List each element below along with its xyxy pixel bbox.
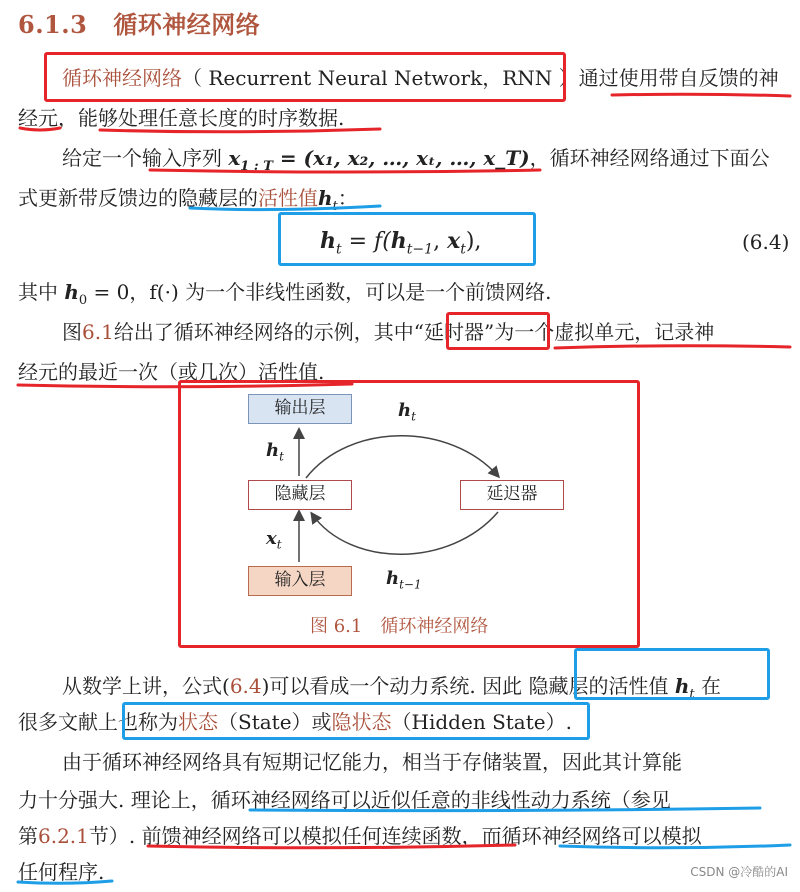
para2-colon: ： <box>337 186 358 210</box>
underline-input-seq <box>150 170 540 172</box>
section-ref-link[interactable]: 6.2.1 <box>38 824 89 848</box>
underline-any-program <box>18 881 112 883</box>
label-h-left-sym: h <box>266 440 280 461</box>
node-input-layer: 输入层 <box>248 566 352 596</box>
eq-lhs-sub: t <box>336 241 342 258</box>
underline-activation <box>190 206 380 210</box>
para2-text-a: 给定一个输入序列 <box>62 146 229 170</box>
label-h-top-sub: t <box>411 409 416 424</box>
label-h-bottom-sym: h <box>386 568 400 589</box>
underline-feedback <box>612 94 790 96</box>
node-delay: 延迟器 <box>460 480 564 510</box>
node-hidden-layer: 隐藏层 <box>248 480 352 510</box>
label-x-left-sym: x <box>266 528 277 549</box>
term-activation: 活性值 <box>258 186 318 210</box>
seq-subscript: 1 : T <box>240 159 273 174</box>
eq-comma: , <box>433 229 448 254</box>
underline-recent <box>18 384 352 387</box>
label-h-top-sym: h <box>398 400 412 421</box>
h-symbol: h <box>318 186 333 210</box>
para6-line4: 任何程序. <box>18 860 105 884</box>
para1-line2: 经元，能够处理任意长度的时序数据. <box>18 106 345 130</box>
eq-close: ), <box>465 229 482 254</box>
section-title: 循环神经网络 <box>113 10 261 39</box>
h-subscript: t <box>332 199 338 214</box>
para5-h-sym: h <box>674 674 690 698</box>
para5-h-sub: t <box>689 687 695 702</box>
para3-text-a: 其中 <box>18 280 65 304</box>
para4-text-a: 图 <box>62 320 82 344</box>
para6-line3-a: 第 <box>18 824 38 848</box>
para2-text-b: ，循环神经网络通过下面公 <box>529 146 770 170</box>
figure-ref-link[interactable]: 6.1 <box>82 320 114 344</box>
para5-paren1: （State）或 <box>218 710 332 734</box>
para5-line2-a: 很多文献上也称为 <box>18 710 178 734</box>
equation-number: (6.4) <box>742 230 790 254</box>
para1-line1-rest: 通过使用带自反馈的神 <box>578 66 779 90</box>
h0-subscript: 0 <box>78 293 88 308</box>
label-x-left-sub: t <box>276 537 282 552</box>
label-h-left-sub: t <box>279 449 284 464</box>
section-number: 6.1.3 <box>18 10 88 39</box>
para3-text-b: = 0，f(·) 为一个非线性函数，可以是一个前馈网络. <box>87 280 552 304</box>
underline-virtual-unit <box>555 346 790 348</box>
label-h-bottom-sub: t−1 <box>399 577 422 592</box>
para6-line2: 力十分强大. 理论上，循环神经网络可以近似任意的非线性动力系统（参见 <box>18 788 671 812</box>
eq-x: x <box>447 228 461 254</box>
para5-paren2: （Hidden State）. <box>391 710 572 734</box>
underline-rnn-program <box>560 845 790 848</box>
para5-text-b: )可以看成一个动力系统. 因此 隐藏层的活性值 <box>261 674 675 698</box>
eq-x-sub: t <box>460 241 466 258</box>
para5-text-a: 从数学上讲，公式( <box>62 674 230 698</box>
para4-line2: 经元的最近一次（或几次）活性值. <box>18 360 325 384</box>
equation-ref-link[interactable]: 6.4 <box>229 674 262 698</box>
eq-f: = f( <box>341 229 391 254</box>
underline-feedforward <box>148 845 515 848</box>
term-hidden-state: 隐状态 <box>331 710 392 734</box>
csdn-watermark: CSDN @冷酷的AI <box>690 865 788 879</box>
term-state: 状态 <box>178 710 218 734</box>
para5-text-c: 在 <box>694 674 721 698</box>
para6-line3-b: 节）. 前馈神经网络可以模拟任何连续函数，而循环神经网络可以模拟 <box>88 824 702 848</box>
para4-text-b: 给出了循环神经网络的示例，其中“延时器”为一个虚拟单元，记录神 <box>113 320 715 344</box>
eq-h-prev-sub: t−1 <box>406 241 434 258</box>
eq-h-prev: h <box>390 228 407 254</box>
underline-sequence <box>100 129 380 132</box>
term-rnn: 循环神经网络 <box>62 66 182 90</box>
caption-title: 循环神经网络 <box>380 616 489 637</box>
para2-line2-text: 式更新带反馈边的隐藏层的 <box>18 186 258 210</box>
rnn-english: （ Recurrent Neural Network，RNN ） <box>182 66 579 90</box>
seq-symbol: x <box>228 146 241 170</box>
node-output-layer: 输出层 <box>248 394 352 424</box>
seq-expression: = (x₁, x₂, …, xₜ, …, x_T) <box>272 146 530 170</box>
eq-lhs: h <box>320 228 336 254</box>
caption-number: 图 6.1 <box>310 616 363 637</box>
h0-symbol: h <box>64 280 79 304</box>
underline-neuron <box>20 128 60 130</box>
underline-approx <box>250 808 760 811</box>
para6-line1: 由于循环神经网络具有短期记忆能力，相当于存储装置，因此其计算能 <box>62 750 682 774</box>
